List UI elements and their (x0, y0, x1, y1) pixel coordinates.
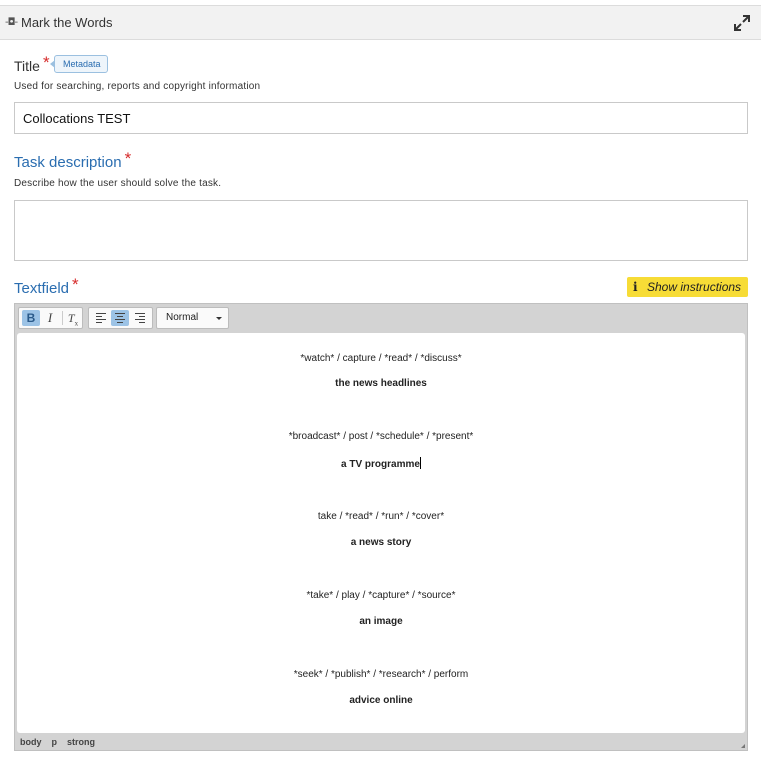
title-label (14, 53, 50, 76)
required-mark: * (124, 149, 132, 168)
resize-handle[interactable] (741, 744, 745, 748)
content-line-bold (17, 457, 745, 470)
chevron-down-icon (216, 317, 222, 320)
textfield-label (14, 275, 79, 298)
path-item-strong[interactable]: strong (67, 737, 95, 747)
task-description-help: Describe how the user should solve the task. (14, 178, 222, 189)
content-line: take / *read* / *run* / *cover* (317, 511, 445, 522)
title-input[interactable] (14, 102, 748, 134)
info-icon: i (633, 280, 638, 294)
element-path (20, 737, 105, 747)
italic-button[interactable]: I (47, 310, 53, 325)
metadata-button[interactable]: Metadata (54, 55, 108, 73)
paragraph-format-select[interactable] (156, 307, 229, 329)
remove-format-button[interactable] (64, 310, 82, 326)
content-line-text: a TV programme (341, 459, 420, 470)
toolbar-divider (62, 311, 63, 325)
content-type-title: Mark the Words (21, 15, 113, 30)
alignment-group (88, 307, 153, 329)
remove-format-glyph: T (67, 311, 75, 325)
plug-icon: -◘- (5, 17, 18, 28)
rich-text-editor (14, 303, 748, 751)
editor-content[interactable] (17, 333, 745, 733)
editor-header (0, 5, 761, 40)
bold-button[interactable]: B (22, 310, 40, 326)
title-description: Used for searching, reports and copyright information (14, 81, 261, 92)
content-line: *take* / play / *capture* / *source* (306, 590, 456, 601)
content-line-bold: an image (359, 616, 403, 627)
path-item-body[interactable]: body (20, 737, 42, 747)
content-line-bold: the news headlines (335, 378, 427, 389)
remove-format-sub: x (74, 319, 79, 328)
content-line: *watch* / capture / *read* / *discuss* (300, 353, 462, 364)
align-right-button[interactable] (131, 310, 149, 326)
content-line-bold: advice online (349, 695, 413, 706)
expand-icon[interactable] (734, 15, 750, 31)
align-center-button[interactable] (111, 310, 129, 326)
task-description-input[interactable] (14, 200, 748, 261)
align-left-icon (96, 313, 106, 323)
show-instructions-button[interactable] (627, 277, 748, 297)
align-left-button[interactable] (92, 310, 110, 326)
content-line-bold: a news story (350, 537, 412, 548)
task-description-label (14, 149, 132, 172)
required-mark: * (72, 275, 79, 294)
path-item-p[interactable]: p (51, 737, 57, 747)
text-cursor (420, 457, 421, 469)
align-center-icon (115, 313, 125, 323)
editor-toolbar (15, 304, 747, 332)
content-line: *broadcast* / post / *schedule* / *present* (288, 431, 474, 442)
task-description-label-text: Task description (14, 154, 122, 171)
format-select-value: Normal (166, 312, 199, 323)
content-line: *seek* / *publish* / *research* / perform (293, 669, 469, 680)
basic-styles-group (18, 307, 83, 329)
required-mark: * (42, 53, 50, 72)
textfield-label-text: Textfield (14, 280, 70, 297)
title-label-text: Title (14, 58, 40, 74)
align-right-icon (135, 313, 145, 323)
show-instructions-label: Show instructions (647, 280, 742, 294)
